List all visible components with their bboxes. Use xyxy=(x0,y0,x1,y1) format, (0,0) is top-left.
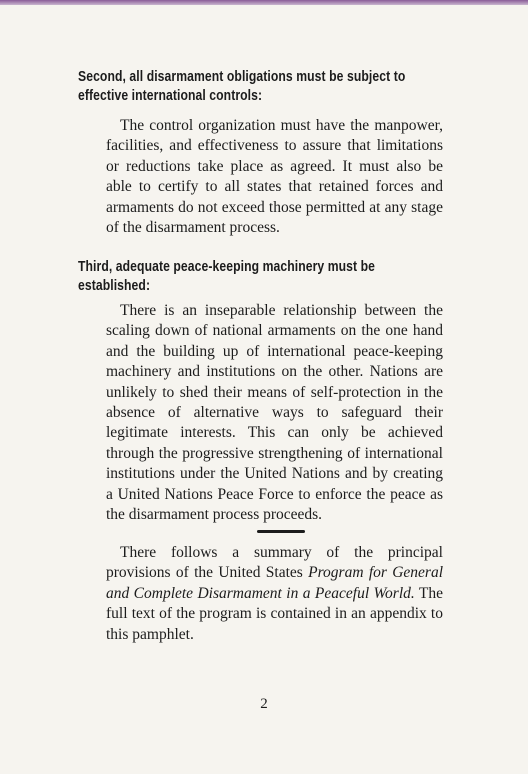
section-body-controls: The control organization must have the manpower, facilities, and effectiveness to assure that limitations or reductions take place as agreed. It must also be able to certify to all states that retained forces and armaments do not exceed those permitted at any stage of the disarmament process. xyxy=(106,117,443,237)
section-heading-peacekeeping: Third, adequate peace-keeping machinery must be established: xyxy=(78,259,376,294)
program-title: Program for General and Complete Disarmament in a Peaceful World. xyxy=(106,564,443,602)
section-divider xyxy=(257,530,305,533)
page-number: 2 xyxy=(260,696,268,712)
summary-text-before: There follows a summary of the principal provisions of the United States xyxy=(106,544,443,582)
section-heading-controls: Second, all disarmament obligations must be subject to effective international controls: xyxy=(78,69,406,104)
summary-text-after: The full text of the program is contained in an appendix to this pamphlet. xyxy=(106,584,443,643)
section-body-peacekeeping: There is an inseparable relationship between the scaling down of national armaments on the one hand and the building up of international peace-keeping machinery and institutions on the other. Nations are unlikely to shed their means of self-protection in the absence of alternative ways to safeguard their legitimate interests. This can only be achieved through the progressive strengthening of international institutions under the United Nations and by creating a United Nations Peace Force to enforce the peace as the disarmament process proceeds. xyxy=(106,302,443,524)
summary-paragraph xyxy=(106,543,443,645)
